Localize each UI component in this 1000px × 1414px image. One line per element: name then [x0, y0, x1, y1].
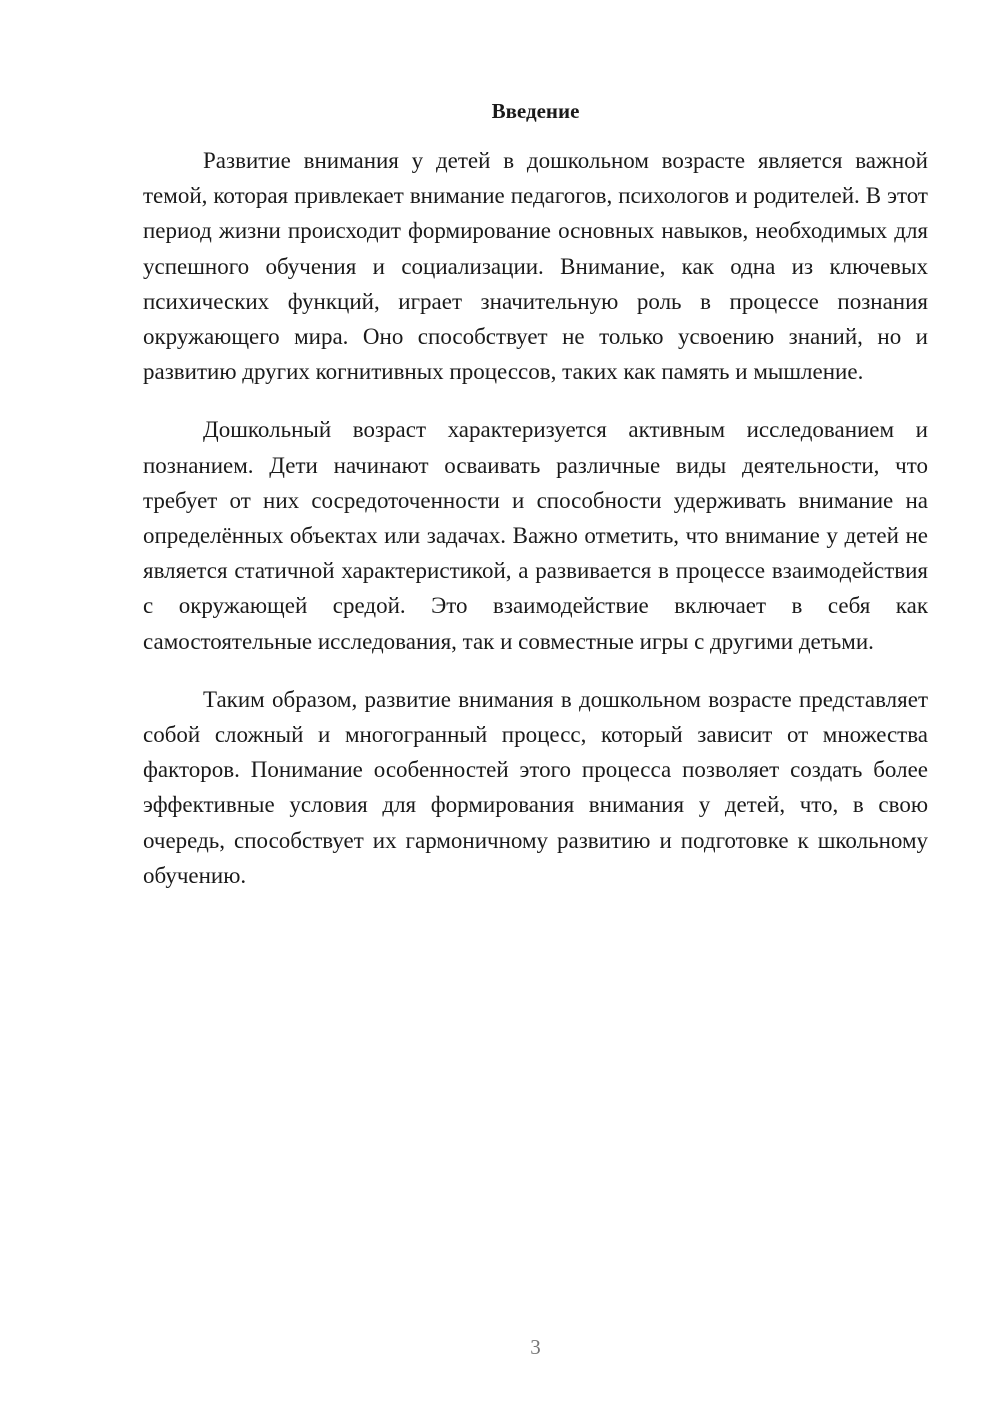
page-title: Введение [491, 99, 580, 123]
paragraph-3: Таким образом, развитие внимания в дошкольном возрасте представляет собой сложный и многогранный процесс, который зависит от множества факторов. Понимание особенностей этого процесса позволяет создать более эффективные условия для формирования внимания у детей, что, в свою очередь, способствует их гармоничному развитию и подготовке к школьному обучению. [143, 686, 928, 888]
paragraph-1: Развитие внимания у детей в дошкольном возрасте является важной темой, которая привлекает внимание педагогов, психологов и родителей. В этот период жизни происходит формирование основных навыков, необходимых для успешного обучения и социализации. Внимание, как одна из ключевых психических функций, играет значительную роль в процессе познания окружающего мира. Оно способствует не только усвоению знаний, но и развитию других когнитивных процессов, таких как память и мышление. [143, 148, 928, 385]
paragraph-2: Дошкольный возраст характеризуется активным исследованием и познанием. Дети начинают осваивать различные виды деятельности, что требует от них сосредоточенности и способности удерживать внимание на определённых объектах или задачах. Важно отметить, что внимание у детей не является статичной характеристикой, а развивается в процессе взаимодействия с окружающей средой. Это взаимодействие включает в себя как самостоятельные исследования, так и совместные игры с другими детьми. [143, 417, 928, 654]
page-number: 3 [530, 1335, 541, 1359]
body-text [143, 143, 928, 916]
